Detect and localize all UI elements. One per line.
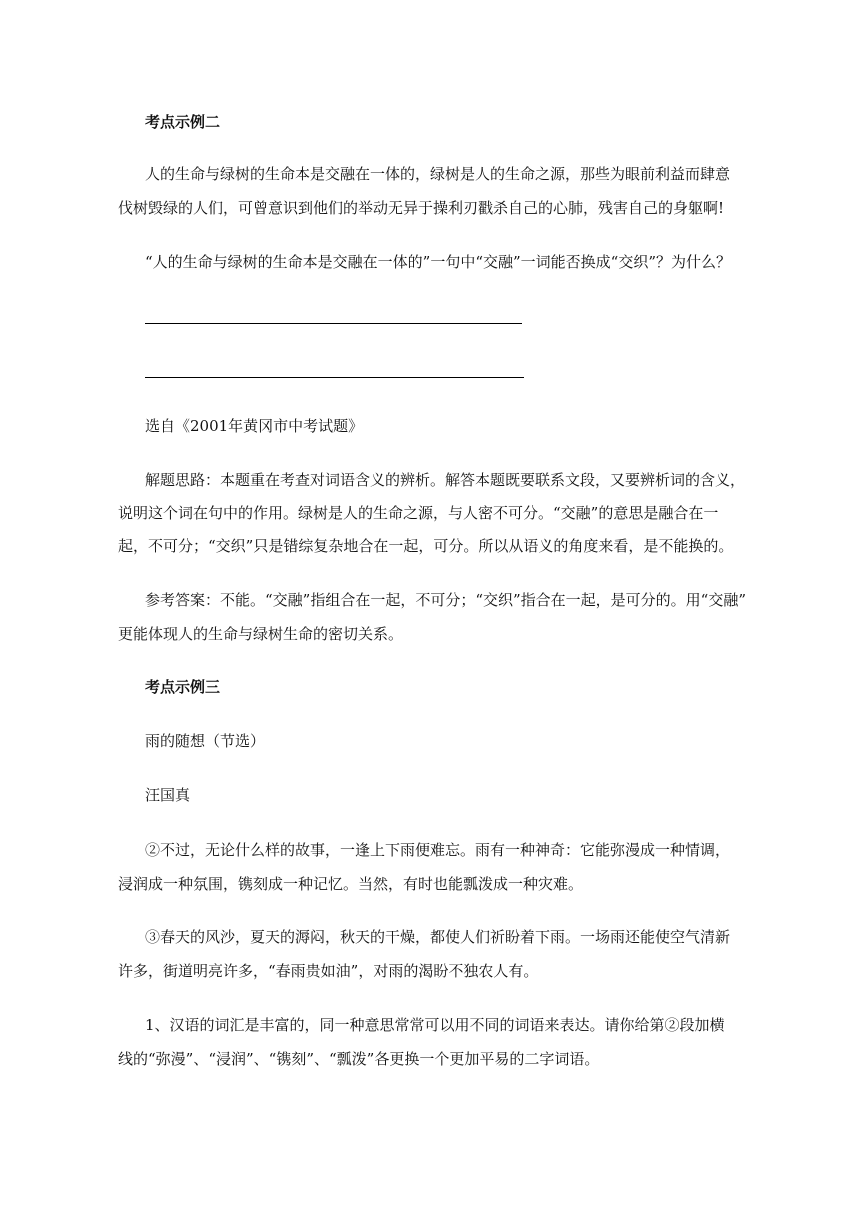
paragraph-3-line-1: ③春天的风沙，夏天的溽闷，秋天的干燥，都使人们祈盼着下雨。一场雨还能使空气清新 bbox=[145, 928, 731, 946]
example3-heading: 考点示例三 bbox=[145, 678, 221, 696]
article-title: 雨的随想（节选） bbox=[145, 732, 266, 750]
analysis-line-2: 说明这个词在句中的作用。绿树是人的生命之源，与人密不可分。“交融”的意思是融合在一 bbox=[118, 504, 719, 522]
analysis-line-3: 起，不可分；“交织”只是错综复杂地合在一起，可分。所以从语义的角度来看，是不能换的。 bbox=[118, 537, 734, 555]
analysis-line-1: 解题思路：本题重在考查对词语含义的辨析。解答本题既要联系文段，又要辨析词的含义， bbox=[145, 471, 746, 489]
passage-line-2: 伐树毁绿的人们，可曾意识到他们的举动无异于操利刃戳杀自己的心肺，残害自己的身躯啊! bbox=[118, 199, 725, 217]
answer-line-text-1: 参考答案：不能。“交融”指组合在一起，不可分；“交织”指合在一起，是可分的。用“交融” bbox=[145, 591, 747, 609]
article-author: 汪国真 bbox=[145, 786, 191, 804]
answer-line-2 bbox=[145, 377, 524, 378]
question-1-line-2: 线的“弥漫”、“浸润”、“镌刻”、“瓢泼”各更换一个更加平易的二字词语。 bbox=[118, 1050, 600, 1068]
paragraph-2-line-1: ②不过，无论什么样的故事，一逢上下雨便难忘。雨有一种神奇：它能弥漫成一种情调， bbox=[145, 841, 731, 859]
source-text: 选自《2001年黄冈市中考试题》 bbox=[145, 417, 364, 435]
answer-line-1 bbox=[145, 323, 522, 324]
paragraph-2-line-2: 浸润成一种氛围，镌刻成一种记忆。当然，有时也能瓢泼成一种灾难。 bbox=[118, 875, 584, 893]
paragraph-3-line-2: 许多，街道明亮许多，“春雨贵如油”，对雨的渴盼不独农人有。 bbox=[118, 962, 539, 980]
question-text: “人的生命与绿树的生命本是交融在一体的”一句中“交融”一词能否换成“交织”？为什么？ bbox=[145, 253, 732, 271]
passage-line-1: 人的生命与绿树的生命本是交融在一体的，绿树是人的生命之源，那些为眼前利益而肆意 bbox=[145, 165, 731, 183]
question-1-line-1: 1、汉语的词汇是丰富的，同一种意思常常可以用不同的词语来表达。请你给第②段加横 bbox=[145, 1016, 725, 1034]
answer-line-text-2: 更能体现人的生命与绿树生命的密切关系。 bbox=[118, 625, 404, 643]
example2-heading: 考点示例二 bbox=[145, 113, 221, 131]
